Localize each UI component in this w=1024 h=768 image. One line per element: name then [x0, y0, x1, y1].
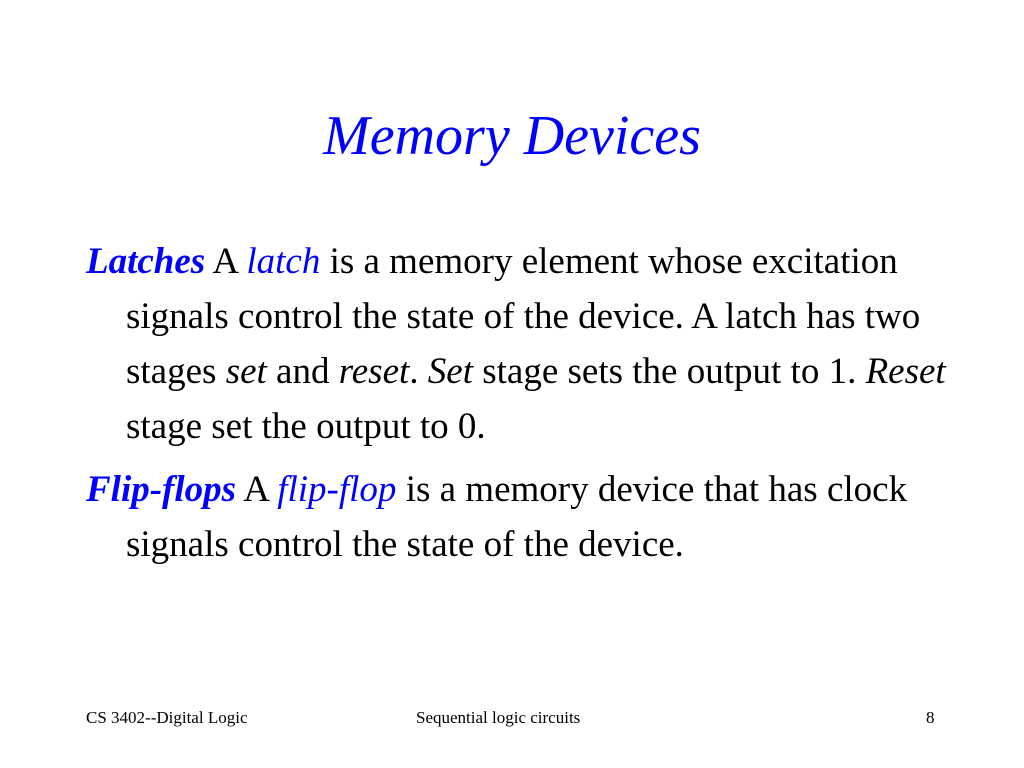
latches-text-6: stage set the output to 0. [126, 406, 486, 447]
latches-paragraph [86, 234, 946, 454]
footer-page-number: 8 [926, 708, 935, 727]
latches-text-4: . [409, 351, 428, 392]
latches-term: Latches [86, 241, 206, 282]
footer-topic: Sequential logic circuits [416, 708, 581, 727]
latches-text-3: and [266, 351, 339, 392]
slide-title: Memory Devices [323, 105, 701, 167]
latches-text-1: A [205, 241, 247, 282]
footer-course: CS 3402--Digital Logic [86, 708, 248, 727]
flipflops-term: Flip-flops [86, 469, 237, 510]
flipflops-text-1: A [236, 469, 278, 510]
reset-stage-emphasis: Reset [865, 351, 946, 392]
flipflops-paragraph [86, 462, 946, 572]
latches-text-2: is a memory element whose excitation signals control the state of the device. A latch has two stages [126, 241, 921, 392]
set-stage-emphasis: Set [427, 351, 473, 392]
set-emphasis: set [225, 351, 267, 392]
latch-highlight: latch [246, 241, 321, 282]
slide-body [86, 234, 946, 580]
reset-emphasis: reset [338, 351, 410, 392]
flip-flop-highlight: flip-flop [277, 469, 397, 510]
flipflops-text-2: is a memory device that has clock signals control the state of the device. [126, 469, 908, 565]
latches-text-5: stage sets the output to 1. [473, 351, 866, 392]
